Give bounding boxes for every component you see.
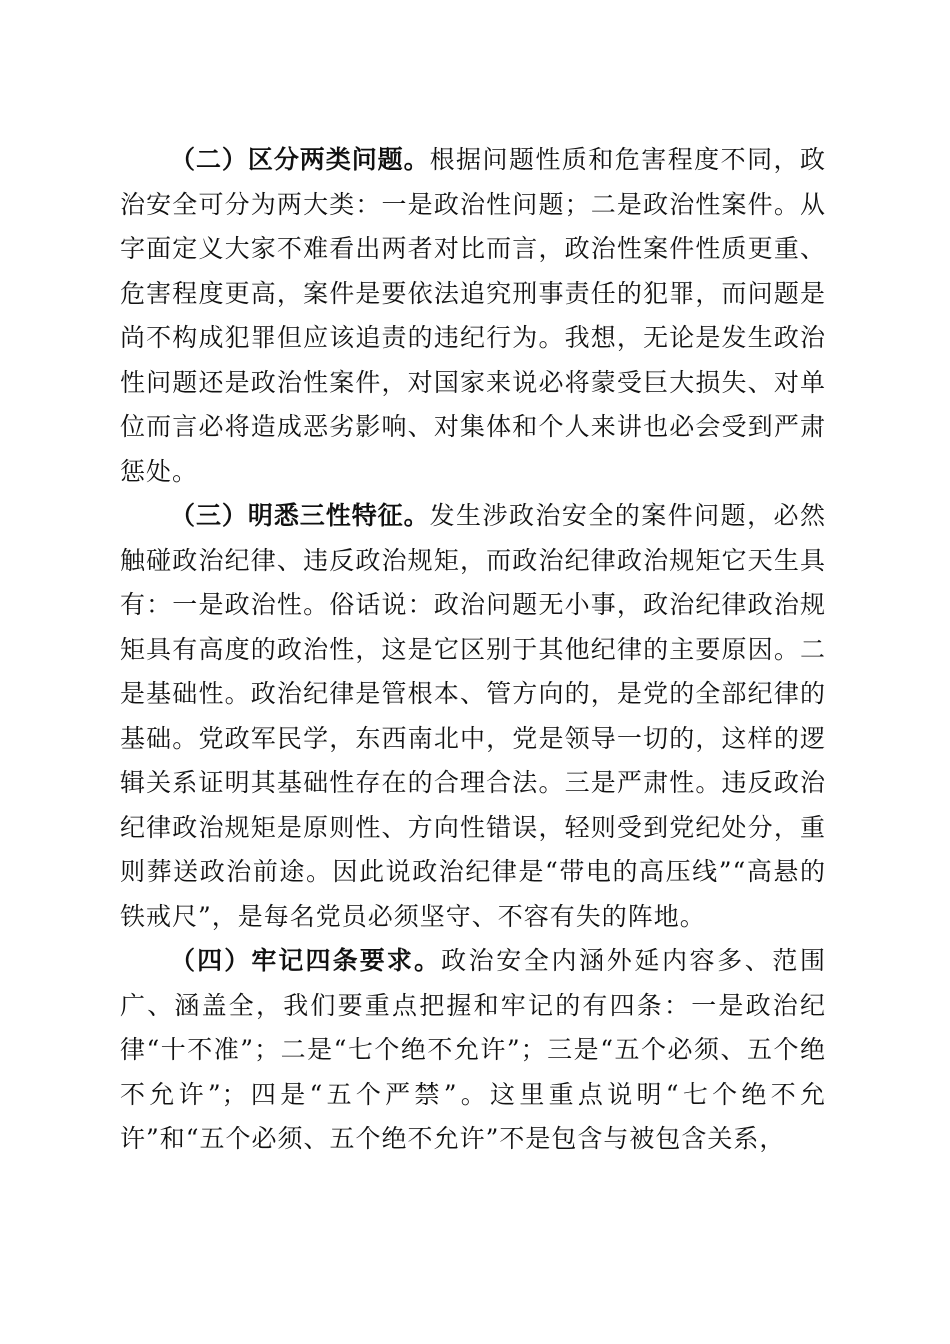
section-heading-two: （二）区分两类问题。 — [170, 145, 430, 174]
paragraph-three — [120, 494, 826, 939]
section-heading-four: （四）牢记四条要求。 — [170, 946, 442, 975]
paragraph-four — [120, 939, 826, 1162]
section-heading-three: （三）明悉三性特征。 — [170, 501, 430, 530]
paragraph-three-body: 发生涉政治安全的案件问题，必然触碰政治纪律、违反政治规矩，而政治纪律政治规矩它天生具有：一是政治性。俗话说：政治问题无小事，政治纪律政治规矩具有高度的政治性，这是它区别于其他纪律的主要原因。二是基础性。政治纪律是管根本、管方向的，是党的全部纪律的基础。党政军民学，东西南北中，党是领导一切的，这样的逻辑关系证明其基础性存在的合理合法。三是严肃性。违反政治纪律政治规矩是原则性、方向性错误，轻则受到党纪处分，重则葬送政治前途。因此说政治纪律是“带电的高压线”“高悬的铁戒尺”，是每名党员必须坚守、不容有失的阵地。 — [120, 501, 826, 931]
paragraph-two — [120, 138, 826, 494]
paragraph-four-body: 政治安全内涵外延内容多、范围广、涵盖全，我们要重点把握和牢记的有四条：一是政治纪律“十不准”；二是“七个绝不允许”；三是“五个必须、五个绝不允许”；四是“五个严禁”。这里重点说明“七个绝不允许”和“五个必须、五个绝不允许”不是包含与被包含关系， — [120, 946, 826, 1153]
document-page — [120, 138, 826, 1162]
paragraph-two-body: 根据问题性质和危害程度不同，政治安全可分为两大类：一是政治性问题；二是政治性案件。从字面定义大家不难看出两者对比而言，政治性案件性质更重、危害程度更高，案件是要依法追究刑事责任的犯罪，而问题是尚不构成犯罪但应该追责的违纪行为。我想，无论是发生政治性问题还是政治性案件，对国家来说必将蒙受巨大损失、对单位而言必将造成恶劣影响、对集体和个人来讲也必会受到严肃惩处。 — [120, 145, 826, 486]
